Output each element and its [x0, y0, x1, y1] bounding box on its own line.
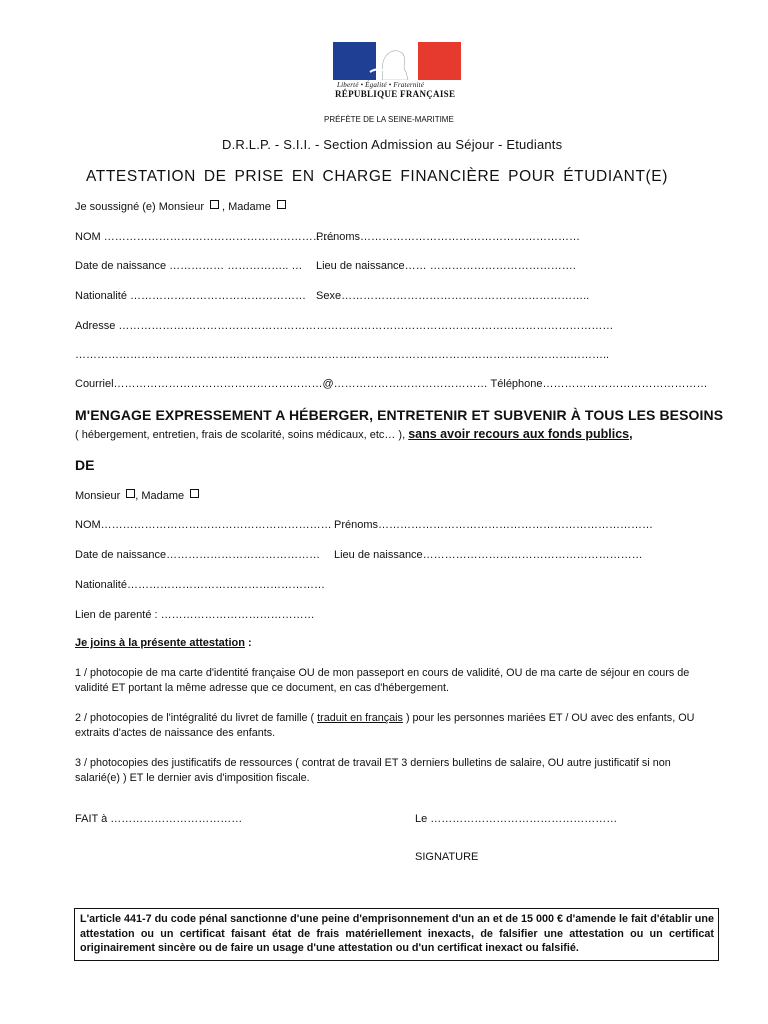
- monsieur-checkbox[interactable]: [210, 200, 219, 209]
- page-title: ATTESTATION DE PRISE EN CHARGE FINANCIÈRE POUR ÉTUDIANT(E): [86, 168, 668, 185]
- signature-place-field[interactable]: FAIT à ………………………………: [75, 813, 243, 825]
- signature-label: SIGNATURE: [415, 851, 479, 863]
- student-nationality-field[interactable]: Nationalité………………………………………………: [75, 579, 325, 591]
- guarantor-civility: [75, 200, 289, 213]
- public-funds-clause: sans avoir recours aux fonds publics: [408, 427, 630, 441]
- madame-checkbox[interactable]: [277, 200, 286, 209]
- prefecture: PRÉFÈTE DE LA SEINE-MARITIME: [324, 115, 454, 124]
- madame-label: , Madame: [222, 201, 271, 213]
- legal-notice-text: L'article 441-7 du code pénal sanctionne d'une peine d'emprisonnement d'un an et de 15 000 € d'amende le fait d'établir une attestation ou un certificat faisant état de frais matériellement inexacts, de falsifier une attestation ou un certificat originairement sincère ou de faire un usage d'une attestation ou d'un certificat inexact ou falsifié.: [80, 913, 714, 954]
- attachments-heading: [75, 637, 252, 649]
- engagement-detail-text: ( hébergement, entretien, frais de scolarité, soins médicaux, etc… ),: [75, 429, 406, 441]
- engagement-heading: M'ENGAGE EXPRESSEMENT A HÉBERGER, ENTRETENIR ET SUBVENIR À TOUS LES BESOINS: [75, 407, 724, 423]
- republic-name: RÉPUBLIQUE FRANÇAISE: [335, 89, 456, 99]
- student-civility: [75, 489, 202, 502]
- de-label: DE: [75, 457, 95, 473]
- service-line: D.R.L.P. - S.I.I. - Section Admission au Séjour - Etudiants: [222, 137, 563, 152]
- guarantor-address-field[interactable]: Adresse ………………………………………………………………………………………………………………………: [75, 320, 614, 332]
- guarantor-birthplace-field[interactable]: Lieu de naissance…… ………………………………….: [316, 260, 576, 272]
- marianne-logo: [333, 42, 463, 99]
- engagement-detail: [75, 427, 633, 441]
- student-relationship-field[interactable]: Lien de parenté : ……………………………………: [75, 609, 315, 621]
- guarantor-contact-field[interactable]: Courriel…………………………………………………@…………………………………… Téléphone………………………………………: [75, 378, 708, 390]
- guarantor-birthdate-field[interactable]: Date de naissance …………… …………….. …: [75, 260, 303, 272]
- attachments-heading-colon: :: [244, 637, 252, 649]
- attachment-item-2-text-b: ) pour les personnes mariées ET / OU avec des enfants, OU extraits d'actes de naissance des enfants.: [75, 712, 695, 739]
- guarantor-sex-field[interactable]: Sexe…………………………………………………………..: [316, 290, 590, 302]
- legal-notice-box: [74, 908, 719, 961]
- guarantor-nationality-field[interactable]: Nationalité …………………………………………: [75, 290, 307, 302]
- french-flag-icon: [333, 42, 461, 80]
- student-birthdate-field[interactable]: Date de naissance……………………………………: [75, 549, 321, 561]
- student-prenoms-field[interactable]: Prénoms…………………………………………………………………: [334, 519, 654, 531]
- signature-date-field[interactable]: Le ……………………………………………: [415, 813, 618, 825]
- student-nom-field[interactable]: NOM………………………………………………………: [75, 519, 332, 531]
- student-monsieur-checkbox[interactable]: [126, 489, 135, 498]
- civility-intro: Je soussigné (e) Monsieur: [75, 201, 205, 213]
- student-birthplace-field[interactable]: Lieu de naissance……………………………………………………: [334, 549, 643, 561]
- student-madame-label: , Madame: [135, 490, 185, 502]
- attachment-item-2: [75, 711, 715, 741]
- guarantor-prenoms-field[interactable]: Prénoms……………………………………………………: [316, 231, 581, 243]
- translated-note: traduit en français: [317, 712, 403, 724]
- motto: Liberté • Égalité • Fraternité: [337, 81, 425, 89]
- attachment-item-3: 3 / photocopies des justificatifs de ressources ( contrat de travail ET 3 derniers bulletins de salaire, OU autre justificatif si non salarié(e) ) ET le dernier avis d'imposition fiscale.: [75, 757, 671, 784]
- attachment-item-2-text-a: 2 / photocopies de l'intégralité du livret de famille (: [75, 712, 315, 724]
- student-monsieur-label: Monsieur: [75, 490, 121, 502]
- attachment-item-1: 1 / photocopie de ma carte d'identité française OU de mon passeport en cours de validité, OU de ma carte de séjour en cours de validité ET portant la même adresse que ce document, en cas d'hébergement.: [75, 667, 690, 694]
- public-funds-comma: ,: [629, 427, 633, 441]
- student-madame-checkbox[interactable]: [190, 489, 199, 498]
- attachments-heading-text: Je joins à la présente attestation: [75, 637, 245, 649]
- guarantor-nom-field[interactable]: NOM ………………………………………………………: [75, 231, 335, 243]
- guarantor-address-line2[interactable]: ………………………………………………………………………………………………………………………………..: [75, 349, 610, 361]
